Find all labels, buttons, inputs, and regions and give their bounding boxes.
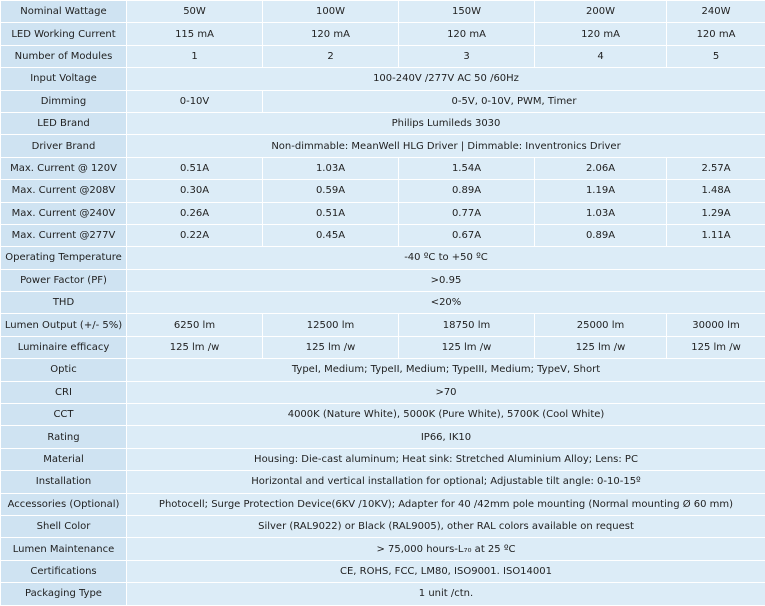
spec-cell: 1 <box>127 45 263 67</box>
spec-label: Nominal Wattage <box>1 1 127 23</box>
spec-cell: 150W <box>399 1 535 23</box>
spec-cell: 4 <box>535 45 667 67</box>
spec-cell-merged: Philips Lumileds 3030 <box>127 112 765 134</box>
spec-cell: 0.89A <box>535 224 667 246</box>
spec-cell-merged: 0-5V, 0-10V, PWM, Timer <box>263 90 765 112</box>
spec-row <box>1 23 765 45</box>
spec-label: THD <box>1 292 127 314</box>
spec-cell-merged: >0.95 <box>127 269 765 291</box>
spec-label: LED Working Current <box>1 23 127 45</box>
spec-cell-merged: 1 unit /ctn. <box>127 583 765 605</box>
spec-row <box>1 515 765 537</box>
spec-label: LED Brand <box>1 112 127 134</box>
spec-cell-merged: <20% <box>127 292 765 314</box>
spec-label: CRI <box>1 381 127 403</box>
spec-cell-merged: > 75,000 hours-L₇₀ at 25 ºC <box>127 538 765 560</box>
spec-cell: 2.57A <box>667 157 765 179</box>
spec-cell: 0.67A <box>399 224 535 246</box>
spec-row <box>1 1 765 23</box>
spec-row <box>1 202 765 224</box>
spec-label: Max. Current @208V <box>1 180 127 202</box>
spec-row <box>1 381 765 403</box>
spec-cell: 1.03A <box>263 157 399 179</box>
spec-cell: 0.22A <box>127 224 263 246</box>
spec-cell-merged: -40 ºC to +50 ºC <box>127 247 765 269</box>
spec-cell: 240W <box>667 1 765 23</box>
spec-cell-merged: IP66, IK10 <box>127 426 765 448</box>
spec-label: Luminaire efficacy <box>1 336 127 358</box>
spec-label: Max. Current @277V <box>1 224 127 246</box>
spec-cell: 0.59A <box>263 180 399 202</box>
spec-cell-merged: Non-dimmable: MeanWell HLG Driver | Dimmable: Inventronics Driver <box>127 135 765 157</box>
spec-cell: 1.19A <box>535 180 667 202</box>
spec-cell: 100W <box>263 1 399 23</box>
spec-cell: 12500 lm <box>263 314 399 336</box>
spec-cell: 0-10V <box>127 90 263 112</box>
spec-row <box>1 538 765 560</box>
spec-row <box>1 314 765 336</box>
spec-row <box>1 404 765 426</box>
spec-cell: 6250 lm <box>127 314 263 336</box>
spec-cell: 2.06A <box>535 157 667 179</box>
spec-row <box>1 247 765 269</box>
spec-label: CCT <box>1 404 127 426</box>
spec-row <box>1 135 765 157</box>
spec-cell: 125 lm /w <box>127 336 263 358</box>
spec-label: Lumen Output (+/- 5%) <box>1 314 127 336</box>
spec-row <box>1 359 765 381</box>
spec-cell: 120 mA <box>263 23 399 45</box>
spec-cell: 120 mA <box>535 23 667 45</box>
spec-cell: 0.77A <box>399 202 535 224</box>
spec-cell: 30000 lm <box>667 314 765 336</box>
spec-cell: 5 <box>667 45 765 67</box>
spec-cell-merged: Horizontal and vertical installation for optional; Adjustable tilt angle: 0-10-15º <box>127 471 765 493</box>
spec-row <box>1 269 765 291</box>
spec-row <box>1 448 765 470</box>
spec-cell: 125 lm /w <box>667 336 765 358</box>
spec-cell: 0.51A <box>263 202 399 224</box>
spec-cell-merged: Housing: Die-cast aluminum; Heat sink: Stretched Aluminium Alloy; Lens: PC <box>127 448 765 470</box>
spec-row <box>1 560 765 582</box>
spec-label: Certifications <box>1 560 127 582</box>
spec-cell: 0.89A <box>399 180 535 202</box>
spec-cell: 2 <box>263 45 399 67</box>
spec-table-body <box>1 1 765 606</box>
spec-label: Optic <box>1 359 127 381</box>
spec-cell-merged: Photocell; Surge Protection Device(6KV /10KV); Adapter for 40 /42mm pole mounting (Normal mounting Ø 60 mm) <box>127 493 765 515</box>
spec-label: Rating <box>1 426 127 448</box>
spec-label: Installation <box>1 471 127 493</box>
spec-cell: 25000 lm <box>535 314 667 336</box>
spec-cell-merged: >70 <box>127 381 765 403</box>
spec-row <box>1 292 765 314</box>
spec-label: Operating Temperature <box>1 247 127 269</box>
spec-cell-merged: 4000K (Nature White), 5000K (Pure White), 5700K (Cool White) <box>127 404 765 426</box>
spec-row <box>1 336 765 358</box>
spec-row <box>1 493 765 515</box>
spec-cell: 125 lm /w <box>399 336 535 358</box>
spec-row <box>1 68 765 90</box>
spec-cell: 50W <box>127 1 263 23</box>
spec-label: Dimming <box>1 90 127 112</box>
spec-label: Shell Color <box>1 515 127 537</box>
spec-cell: 200W <box>535 1 667 23</box>
spec-cell: 125 lm /w <box>535 336 667 358</box>
spec-row <box>1 426 765 448</box>
spec-row <box>1 224 765 246</box>
spec-cell: 0.45A <box>263 224 399 246</box>
spec-label: Accessories (Optional) <box>1 493 127 515</box>
spec-cell: 0.51A <box>127 157 263 179</box>
spec-row <box>1 90 765 112</box>
spec-cell-merged: Silver (RAL9022) or Black (RAL9005), other RAL colors available on request <box>127 515 765 537</box>
spec-cell: 0.30A <box>127 180 263 202</box>
spec-label: Number of Modules <box>1 45 127 67</box>
spec-row <box>1 45 765 67</box>
spec-row <box>1 157 765 179</box>
spec-cell: 115 mA <box>127 23 263 45</box>
spec-cell: 1.48A <box>667 180 765 202</box>
spec-label: Lumen Maintenance <box>1 538 127 560</box>
spec-cell: 0.26A <box>127 202 263 224</box>
spec-cell: 1.03A <box>535 202 667 224</box>
spec-cell: 120 mA <box>667 23 765 45</box>
spec-label: Driver Brand <box>1 135 127 157</box>
spec-cell: 1.29A <box>667 202 765 224</box>
spec-cell: 18750 lm <box>399 314 535 336</box>
spec-label: Input Voltage <box>1 68 127 90</box>
spec-cell: 125 lm /w <box>263 336 399 358</box>
spec-row <box>1 112 765 134</box>
spec-cell: 1.11A <box>667 224 765 246</box>
spec-label: Material <box>1 448 127 470</box>
spec-cell: 1.54A <box>399 157 535 179</box>
spec-cell-merged: 100-240V /277V AC 50 /60Hz <box>127 68 765 90</box>
spec-cell: 3 <box>399 45 535 67</box>
spec-cell-merged: TypeI, Medium; TypeII, Medium; TypeIII, Medium; TypeV, Short <box>127 359 765 381</box>
spec-cell: 120 mA <box>399 23 535 45</box>
spec-label: Power Factor (PF) <box>1 269 127 291</box>
spec-row <box>1 180 765 202</box>
spec-row <box>1 471 765 493</box>
spec-label: Max. Current @ 120V <box>1 157 127 179</box>
spec-label: Max. Current @240V <box>1 202 127 224</box>
spec-cell-merged: CE, ROHS, FCC, LM80, ISO9001. ISO14001 <box>127 560 765 582</box>
spec-label: Packaging Type <box>1 583 127 605</box>
